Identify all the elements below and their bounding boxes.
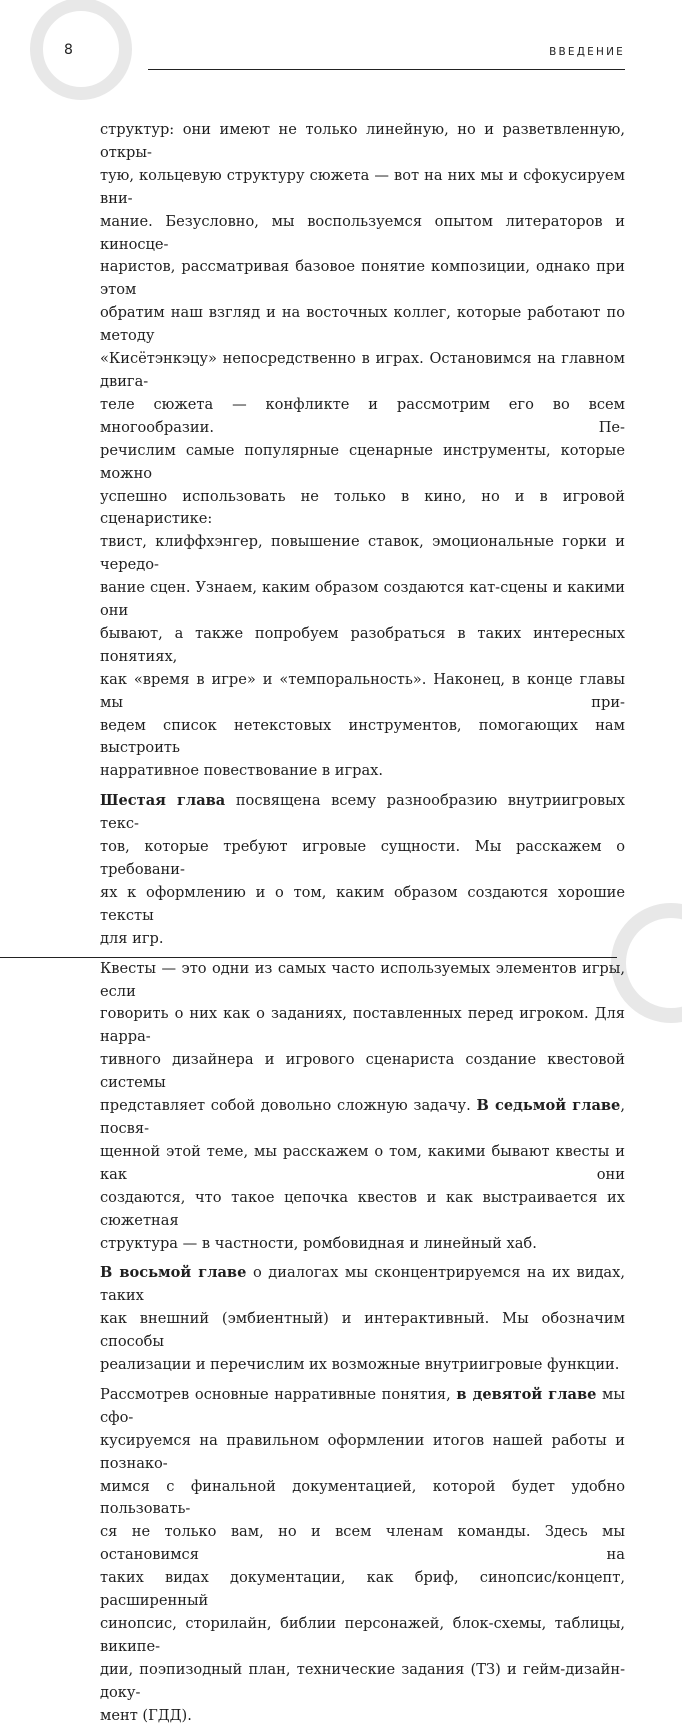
text-line	[100, 165, 625, 211]
page-number: 8	[64, 42, 73, 58]
text-line	[100, 790, 625, 836]
text-line	[100, 1521, 625, 1567]
bold-chapter-ref: в девятой главе	[456, 1385, 597, 1403]
text-run: вание сцен. Узнаем, каким образом создаются кат-сцены и какими они	[100, 579, 625, 620]
text-run: структура — в частности, ромбовидная и линейный хаб.	[100, 1234, 537, 1252]
text-line	[100, 1613, 625, 1659]
text-line	[100, 669, 625, 715]
text-line	[100, 1354, 625, 1377]
text-run: мент (ГДД).	[100, 1706, 192, 1724]
text-run: речислим самые популярные сценарные инструменты, которые можно	[100, 441, 625, 482]
text-run: Рассмотрев основные нарративные понятия,	[100, 1385, 457, 1403]
text-run: мы сфо-	[100, 1385, 626, 1426]
text-line	[100, 1659, 625, 1705]
text-run: как «время в игре» и «темпоральность». Наконец, в конце главы мы при-	[100, 670, 625, 711]
text-run: обратим наш взгляд и на восточных коллег, которые работают по методу	[100, 304, 625, 345]
text-line	[100, 1705, 625, 1728]
text-run: бывают, а также попробуем разобраться в таких интересных понятиях,	[100, 624, 625, 665]
text-run: для игр.	[100, 929, 164, 947]
paragraph	[100, 790, 625, 950]
text-run: синопсис, сторилайн, библии персонажей, блок-схемы, таблицы, википе-	[100, 1615, 625, 1655]
text-line	[100, 836, 625, 882]
text-line	[100, 1567, 625, 1613]
text-line	[100, 760, 625, 783]
text-line	[100, 715, 625, 761]
text-run: дии, поэпизодный план, технические задания (ТЗ) и гейм-дизайн-доку-	[100, 1660, 625, 1701]
paragraph	[100, 1262, 625, 1377]
text-run: таких видах документации, как бриф, синопсис/концепт, расширенный	[100, 1569, 625, 1610]
text-line	[100, 623, 625, 669]
text-line	[100, 302, 625, 348]
text-run: о диалогах мы сконцентрируемся на их видах, таких	[100, 1264, 626, 1305]
text-line	[100, 440, 625, 486]
text-line	[100, 486, 625, 532]
text-line	[100, 882, 625, 928]
text-run: реализации и перечислим их возможные внутриигровые функции.	[100, 1356, 620, 1374]
text-run: мание. Безусловно, мы воспользуемся опытом литераторов и киносце-	[100, 212, 625, 253]
text-line	[100, 1262, 625, 1308]
text-run: ях к оформлению и о том, каким образом создаются хорошие тексты	[100, 883, 625, 924]
text-line	[100, 1476, 625, 1522]
text-line	[100, 1308, 625, 1354]
text-run: Квесты — это одни из самых часто используемых элементов игры, если	[100, 959, 625, 1000]
text-run: создаются, что такое цепочка квестов и как выстраивается их сюжетная	[100, 1188, 625, 1229]
text-run: мимся с финальной документацией, которой будет удобно пользовать-	[100, 1477, 625, 1518]
decorative-ring-top	[30, 0, 132, 100]
text-run: структур: они имеют не только линейную, но и разветвленную, откры-	[100, 121, 625, 161]
text-line	[100, 119, 625, 165]
text-line	[100, 1430, 625, 1476]
text-run: теле сюжета — конфликте и рассмотрим его во всем многообразии. Пе-	[100, 395, 625, 436]
text-line	[100, 1003, 625, 1049]
text-run: , посвя-	[100, 1097, 625, 1137]
text-line	[100, 256, 625, 302]
text-line	[100, 1141, 625, 1187]
bold-chapter-ref: Шестая глава	[100, 792, 226, 810]
running-title: ВВЕДЕНИЕ	[549, 46, 625, 58]
text-run: кусируемся на правильном оформлении итогов нашей работы и познако-	[100, 1431, 625, 1472]
text-line	[100, 1095, 625, 1141]
text-run: щенной этой теме, мы расскажем о том, какими бывают квесты и как они	[100, 1142, 625, 1183]
text-run: «Кисётэнкэцу» непосредственно в играх. Остановимся на главном двига-	[100, 350, 625, 390]
text-line	[100, 1233, 625, 1256]
text-run: представляет собой довольно сложную задачу.	[100, 1097, 477, 1115]
text-run: тов, которые требуют игровые сущности. Мы расскажем о требовани-	[100, 838, 625, 878]
text-line	[100, 394, 625, 440]
text-run: посвящена всему разнообразию внутриигровых текс-	[100, 792, 625, 833]
header-rule	[148, 69, 625, 70]
text-line	[100, 1384, 625, 1430]
bold-chapter-ref: В седьмой главе	[476, 1097, 621, 1115]
text-line	[100, 1049, 625, 1095]
text-run: тую, кольцевую структуру сюжета — вот на них мы и сфокусируем вни-	[100, 166, 625, 207]
text-run: ся не только вам, но и всем членам команды. Здесь мы остановимся на	[100, 1523, 625, 1564]
paragraph	[100, 958, 625, 1256]
text-run: успешно использовать не только в кино, но и в игровой сценаристике:	[100, 487, 625, 528]
text-run: говорить о них как о заданиях, поставленных перед игроком. Для нарра-	[100, 1005, 625, 1046]
text-line	[100, 577, 625, 623]
text-line	[100, 211, 625, 257]
body-text	[100, 119, 625, 1735]
text-run: наристов, рассматривая базовое понятие композиции, однако при этом	[100, 258, 625, 299]
paragraph	[100, 119, 625, 783]
text-run: нарративное повествование в играх.	[100, 762, 384, 780]
text-line	[100, 348, 625, 394]
paragraph	[100, 1384, 625, 1728]
footer-rule	[0, 957, 617, 958]
text-line	[100, 928, 625, 951]
text-run: тивного дизайнера и игрового сценариста создание квестовой системы	[100, 1051, 625, 1092]
bold-chapter-ref: В восьмой главе	[100, 1264, 247, 1282]
text-run: ведем список нетекстовых инструментов, помогающих нам выстроить	[100, 716, 625, 757]
text-line	[100, 958, 625, 1004]
text-line	[100, 531, 625, 577]
text-run: как внешний (эмбиентный) и интерактивный. Мы обозначим способы	[100, 1310, 625, 1351]
text-line	[100, 1187, 625, 1233]
text-run: твист, клиффхэнгер, повышение ставок, эмоциональные горки и чередо-	[100, 533, 625, 574]
